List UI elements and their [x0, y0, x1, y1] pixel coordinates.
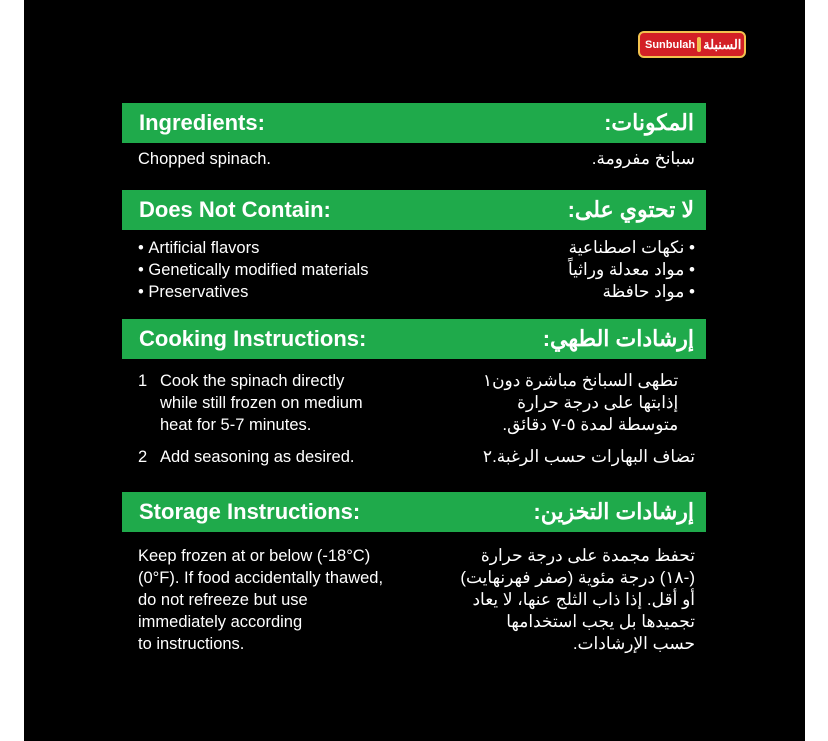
cooking-steps-ar	[470, 370, 695, 468]
step-line: Cook the spinach directly	[160, 372, 345, 390]
not-contain-list-en	[138, 237, 368, 303]
cooking-step-2-ar	[470, 446, 695, 468]
wheat-icon	[697, 37, 701, 52]
cooking-title-ar: إرشادات الطهي:	[542, 326, 694, 351]
cooking-step-1-ar	[470, 370, 695, 436]
storage-title-en: Storage Instructions:	[139, 499, 361, 524]
storage-line: Keep frozen at or below (-18°C)	[138, 547, 371, 565]
ingredients-header	[122, 103, 706, 143]
step-line: while still frozen on medium	[160, 394, 363, 412]
storage-header	[122, 492, 706, 532]
step-line: تطهى السبانخ مباشرة دون	[492, 371, 679, 390]
ingredients-text-en: Chopped spinach.	[138, 150, 272, 168]
storage-line: do not refreeze but use	[138, 591, 308, 609]
ingredients-text-ar: سبانخ مفرومة.	[591, 149, 695, 168]
storage-line: تجميدها بل يجب استخدامها	[506, 612, 695, 631]
list-item: • مواد معدلة وراثياً	[568, 259, 695, 281]
list-item: • Artificial flavors	[138, 237, 368, 259]
cooking-title-en: Cooking Instructions:	[139, 326, 367, 351]
storage-line: حسب الإرشادات.	[572, 634, 695, 653]
step-line: إذابتها على درجة حرارة	[517, 393, 679, 412]
not-contain-title-en: Does Not Contain:	[139, 197, 331, 222]
ingredients-title-ar: المكونات:	[604, 110, 694, 135]
not-contain-list-ar	[568, 237, 695, 303]
storage-line: to instructions.	[138, 635, 245, 653]
list-item: • نكهات اصطناعية	[568, 237, 695, 259]
cooking-step-2	[138, 446, 363, 468]
storage-title-ar: إرشادات التخزين:	[533, 499, 694, 524]
step-number: 2	[138, 448, 148, 466]
not-contain-header	[122, 190, 706, 230]
step-number: ٢	[482, 447, 493, 466]
storage-line: (-١٨) درجة مئوية (صفر فهرنهايت)	[460, 568, 695, 587]
step-line: تضاف البهارات حسب الرغبة.	[492, 447, 695, 466]
storage-text-en	[138, 545, 383, 655]
storage-line: immediately according	[138, 613, 303, 631]
step-line: Add seasoning as desired.	[160, 448, 355, 466]
storage-line: (0°F). If food accidentally thawed,	[138, 569, 384, 587]
step-line: heat for 5-7 minutes.	[160, 416, 312, 434]
list-item: • Preservatives	[138, 281, 368, 303]
storage-line: تحفظ مجمدة على درجة حرارة	[480, 546, 695, 565]
step-line: متوسطة لمدة ٥-٧ دقائق.	[502, 415, 679, 434]
step-number: 1	[138, 372, 148, 390]
storage-text-ar	[460, 545, 695, 655]
list-item: • مواد حافظة	[568, 281, 695, 303]
step-number: ١	[482, 371, 493, 390]
storage-line: أو أقل. إذا ذاب الثلج عنها، لا يعاد	[472, 590, 695, 609]
cooking-steps-en	[138, 370, 363, 468]
ingredients-title-en: Ingredients:	[139, 110, 265, 135]
brand-logo	[638, 31, 746, 58]
cooking-header	[122, 319, 706, 359]
cooking-step-1	[138, 370, 363, 436]
brand-name-latin: Sunbulah	[645, 38, 696, 51]
not-contain-title-ar: لا تحتوي على:	[567, 197, 694, 222]
brand-name-arabic: السنبلة	[703, 36, 742, 52]
list-item: • Genetically modified materials	[138, 259, 368, 281]
